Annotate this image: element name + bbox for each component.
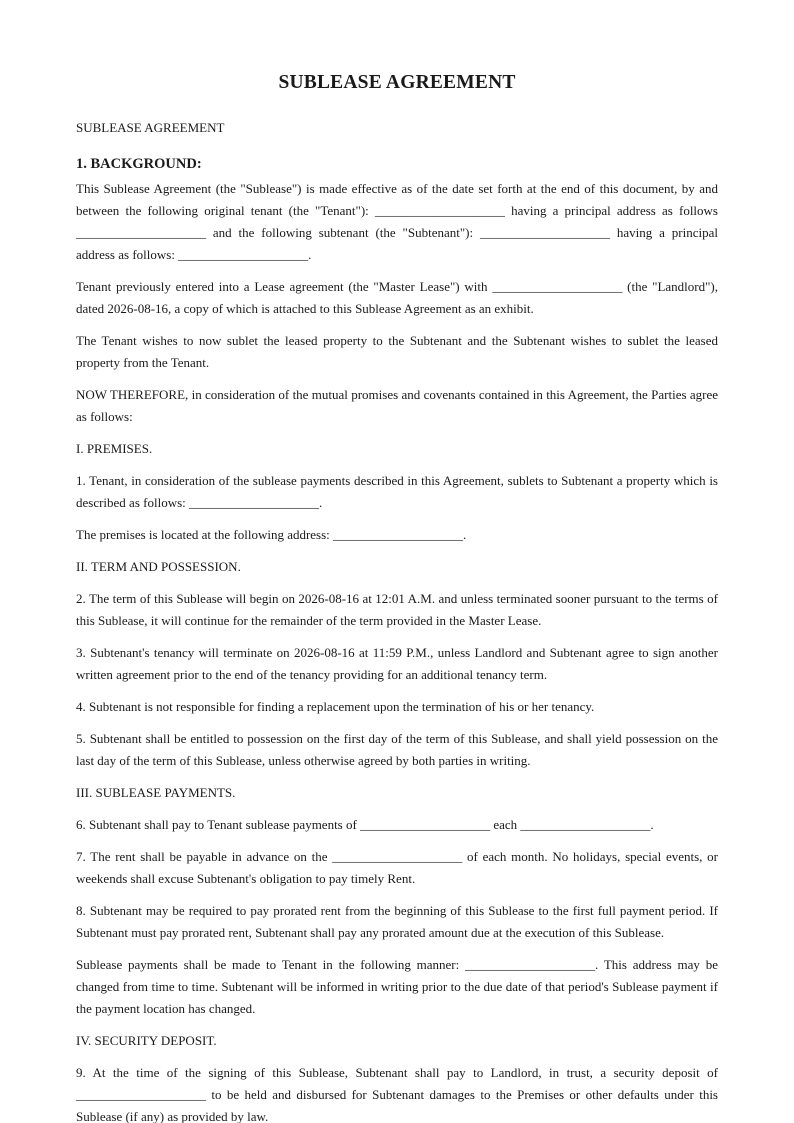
document-title: SUBLEASE AGREEMENT [278, 72, 516, 93]
clause-4-replacement: 4. Subtenant is not responsible for finding a replacement upon the termination of his or her tenancy. [76, 699, 595, 714]
clause-5-possession: 5. Subtenant shall be entitled to possession on the first day of the term of this Sublease, and shall yield possession on the last day of the term of this Sublease, unless otherwise agreed by both parties in writing. [76, 731, 718, 768]
clause-9-security-deposit: 9. At the time of the signing of this Sublease, Subtenant shall pay to Landlord, in trust, a security deposit of ____________________ to be held and disbursed for Subtenant damages to the Premises or other defaults under this Sublease (if any) as provided by law. [76, 1065, 718, 1123]
clause-3-termination: 3. Subtenant's tenancy will terminate on 2026-08-16 at 11:59 P.M., unless Landlord and Subtenant agree to sign another written agreement prior to the end of the tenancy providing for an additional tenancy term. [76, 645, 718, 682]
clause-8-prorated-rent: 8. Subtenant may be required to pay prorated rent from the beginning of this Sublease to the first full payment period. If Subtenant must pay prorated rent, Subtenant shall pay any prorated amount due at the execution of this Sublease. [76, 903, 718, 940]
clause-1-premises: 1. Tenant, in consideration of the sublease payments described in this Agreement, sublets to Subtenant a property which is described as follows: ____________________. [76, 473, 718, 510]
background-heading: 1. BACKGROUND: [76, 156, 202, 172]
paragraph-payment-manner: Sublease payments shall be made to Tenant in the following manner: ____________________. This address may be changed from time to time. Subtenant will be informed in writing prior to the due date of that period's Sublease payment if the payment location has changed. [76, 957, 718, 1016]
clause-7-rent-due: 7. The rent shall be payable in advance on the ____________________ of each month. No holidays, special events, or weekends shall excuse Subtenant's obligation to pay timely Rent. [76, 849, 718, 886]
paragraph-master-lease: Tenant previously entered into a Lease agreement (the "Master Lease") with ____________________ (the "Landlord"), dated 2026-08-16, a copy of which is attached to this Sublease Agreement as an exhibit. [76, 279, 718, 316]
clause-2-term: 2. The term of this Sublease will begin on 2026-08-16 at 12:01 A.M. and unless terminated sooner pursuant to the terms of this Sublease, it will continue for the remainder of the term provided in the Master Lease. [76, 591, 718, 628]
deposit-heading: IV. SECURITY DEPOSIT. [76, 1033, 217, 1048]
clause-6-payments: 6. Subtenant shall pay to Tenant sublease payments of ____________________ each ____________________. [76, 817, 654, 832]
premises-heading: I. PREMISES. [76, 441, 153, 456]
term-heading: II. TERM AND POSSESSION. [76, 559, 241, 574]
paragraph-premises-address: The premises is located at the following address: ____________________. [76, 527, 467, 542]
paragraph-parties: This Sublease Agreement (the "Sublease") is made effective as of the date set forth at the end of this document, by and between the following original tenant (the "Tenant"): ____________________ having a principal address as follows ____________________ and the following subtenant (the "Subtenant"): ____________________ having a principal address as follows: ____________________. [76, 181, 718, 262]
paragraph-now-therefore: NOW THEREFORE, in consideration of the mutual promises and covenants contained in this Agreement, the Parties agree as follows: [76, 387, 718, 424]
document-subtitle: SUBLEASE AGREEMENT [76, 120, 225, 135]
payments-heading: III. SUBLEASE PAYMENTS. [76, 785, 236, 800]
paragraph-sublet-intent: The Tenant wishes to now sublet the leased property to the Subtenant and the Subtenant wishes to sublet the leased property from the Tenant. [76, 333, 718, 370]
